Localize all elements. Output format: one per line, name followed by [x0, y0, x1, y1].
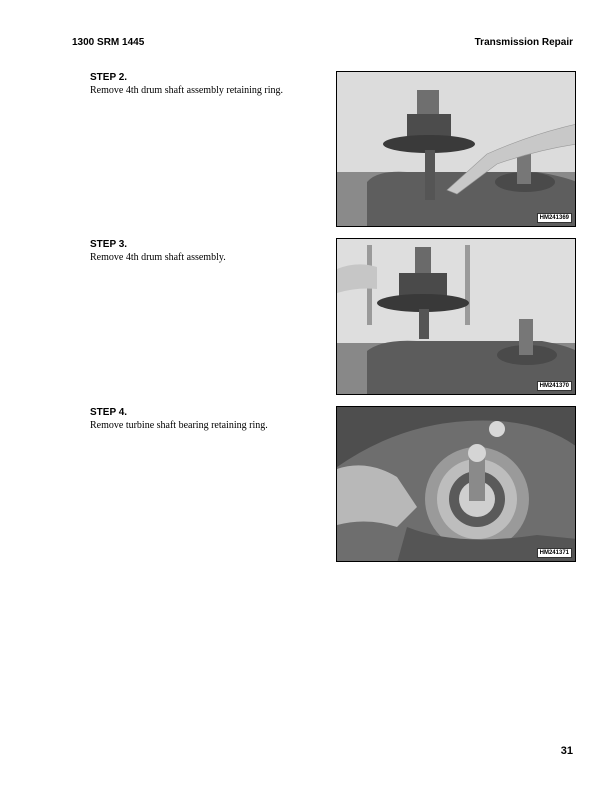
step-4-block: [90, 407, 320, 432]
drum-shaft-removal-image: [337, 239, 576, 395]
step-3-block: [90, 239, 320, 264]
step-4-instruction: Remove turbine shaft bearing retaining ring.: [90, 420, 268, 431]
figure-label-2: HM241369: [537, 213, 572, 223]
figure-label-3: HM241370: [537, 381, 572, 391]
step-3-photo: [336, 238, 576, 395]
figure-label-4: HM241371: [537, 548, 572, 558]
step-3-instruction: Remove 4th drum shaft assembly.: [90, 252, 226, 263]
step-3-title: STEP 3.: [90, 239, 128, 250]
drum-shaft-retaining-ring-image: [337, 72, 576, 227]
step-2-instruction: Remove 4th drum shaft assembly retaining ring.: [90, 85, 284, 96]
step-2-title: STEP 2.: [90, 72, 128, 83]
turbine-shaft-bearing-image: [337, 407, 576, 562]
document-id: 1300 SRM 1445: [72, 37, 145, 48]
step-2-block: [90, 72, 320, 97]
page-number: 31: [560, 745, 573, 757]
step-4-photo: [336, 406, 576, 562]
step-4-title: STEP 4.: [90, 407, 128, 418]
section-title: Transmission Repair: [474, 37, 573, 48]
step-2-photo: [336, 71, 576, 227]
